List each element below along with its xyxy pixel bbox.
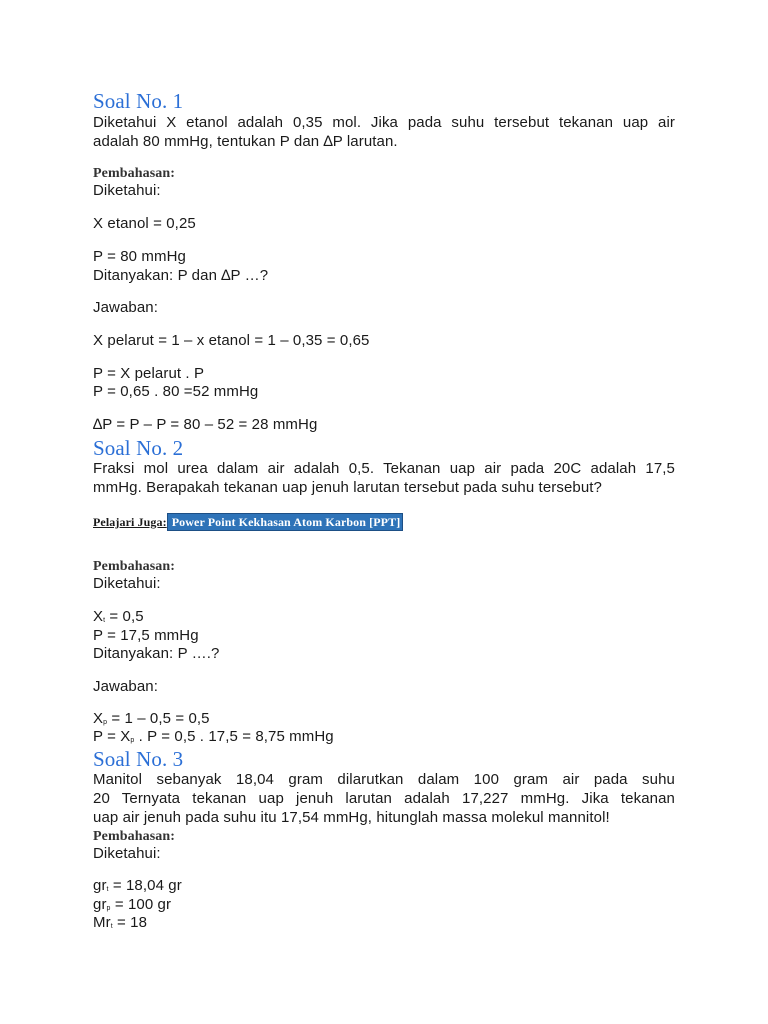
soal-1-x-pelarut: X pelarut = 1 – x etanol = 1 – 0,35 = 0,65	[93, 332, 370, 349]
soal-3-title: Soal No. 3	[93, 747, 184, 771]
related-label: Pelajari Juga:	[93, 515, 167, 529]
soal-1-delta-p: ∆P = P – P = 80 – 52 = 28 mmHg	[93, 416, 318, 433]
soal-3-pembahasan-label: Pembahasan:	[93, 829, 175, 844]
soal-2-title: Soal No. 2	[93, 436, 184, 460]
soal-3-question-line-1: Manitol sebanyak 18,04 gram dilarutkan dalam 100 gram air pada suhu	[93, 771, 675, 788]
soal-2-question-line-1: Fraksi mol urea dalam air adalah 0,5. Tekanan uap air pada 20C adalah 17,5	[93, 460, 675, 477]
soal-1-ditanyakan: Ditanyakan: P dan ∆P …?	[93, 267, 269, 284]
related-article-link[interactable]: Power Point Kekhasan Atom Karbon [PPT]	[167, 513, 404, 531]
soal-2-x-pelarut: $X_p = 1 - 0,5 = 0,5$	[93, 710, 210, 727]
soal-1-x-etanol: X etanol = 0,25	[93, 215, 196, 232]
soal-1-pembahasan-label: Pembahasan:	[93, 166, 175, 181]
soal-1-formula: P = X pelarut . P	[93, 365, 205, 382]
soal-3-diketahui: Diketahui:	[93, 845, 161, 862]
related-article-callout	[93, 513, 403, 532]
soal-3-question-line-2: 20 Ternyata tekanan uap jenuh larutan adalah 17,227 mmHg. Jika tekanan	[93, 790, 675, 807]
soal-3-gr-terlarut: $gr_t = 18,04$ gr	[93, 877, 182, 894]
soal-2-jawaban: Jawaban:	[93, 678, 159, 695]
soal-1-question-line-2: adalah 80 mmHg, tentukan P dan ∆P larutan.	[93, 133, 398, 150]
soal-2-diketahui: Diketahui:	[93, 575, 161, 592]
soal-1-p0: P = 80 mmHg	[93, 248, 186, 265]
soal-1-jawaban: Jawaban:	[93, 299, 159, 316]
soal-2-ditanyakan: Ditanyakan: P ….?	[93, 645, 220, 662]
soal-2-x-terlarut: $X_t = 0,5$	[93, 608, 144, 625]
soal-2-pembahasan-label: Pembahasan:	[93, 559, 175, 574]
soal-2-p0: P = 17,5 mmHg	[93, 627, 199, 644]
soal-2-result: $P = X_p$ . P = 0,5 . 17,5 = 8,75 mmHg	[93, 728, 334, 745]
soal-1-title: Soal No. 1	[93, 89, 184, 113]
soal-2-question-line-2: mmHg. Berapakah tekanan uap jenuh larutan tersebut pada suhu tersebut?	[93, 479, 603, 496]
soal-3-gr-pelarut: $gr_p = 100$ gr	[93, 896, 172, 913]
soal-1-question-line-1: Diketahui X etanol adalah 0,35 mol. Jika pada suhu tersebut tekanan uap air	[93, 114, 675, 131]
soal-1-diketahui: Diketahui:	[93, 182, 161, 199]
soal-1-result-p: P = 0,65 . 80 =52 mmHg	[93, 383, 259, 400]
soal-3-question-line-3: uap air jenuh pada suhu itu 17,54 mmHg, hitunglah massa molekul mannitol!	[93, 809, 610, 826]
soal-3-mr: $Mr_t = 18$	[93, 914, 148, 931]
